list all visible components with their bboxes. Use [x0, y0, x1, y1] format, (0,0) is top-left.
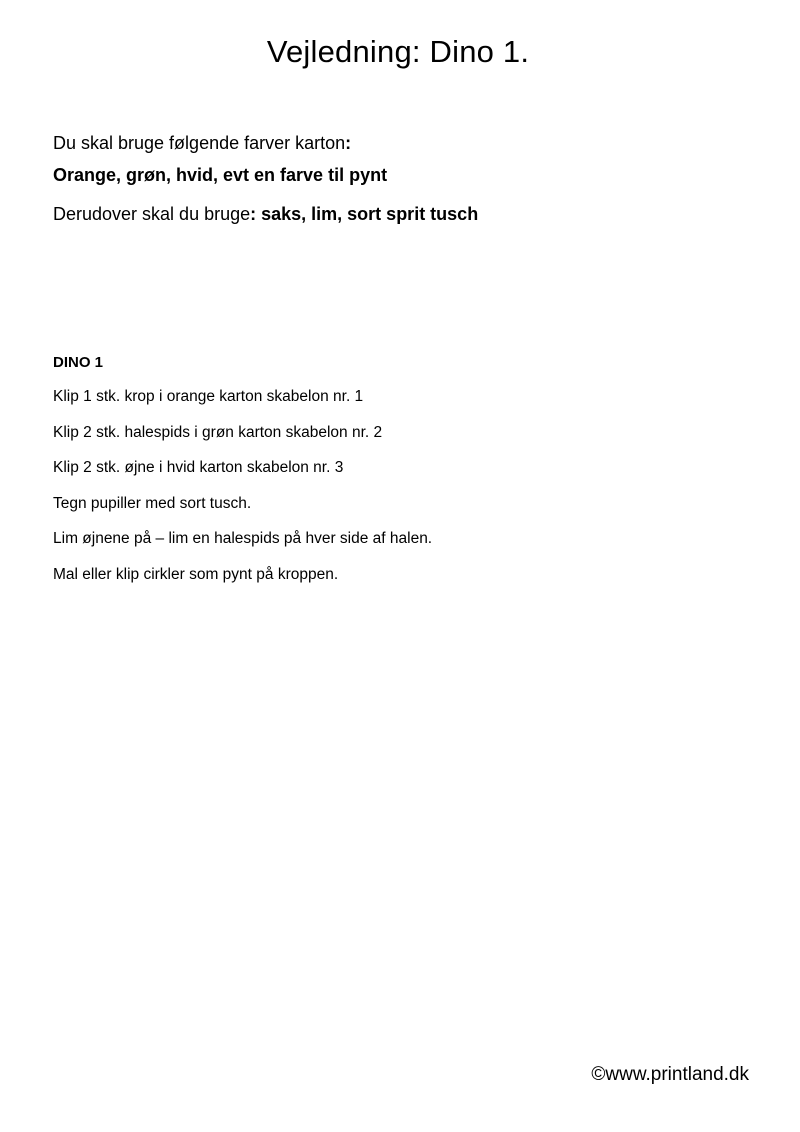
instruction-step: Klip 1 stk. krop i orange karton skabelon nr. 1	[53, 388, 364, 405]
instruction-step: Mal eller klip cirkler som pynt på kroppen.	[53, 565, 339, 583]
instruction-step: Tegn pupiller med sort tusch.	[53, 494, 252, 512]
materials-colors-intro	[53, 131, 351, 155]
instruction-step: Klip 2 stk. øjne i hvid karton skabelon nr. 3	[53, 459, 344, 477]
section-heading: DINO 1	[53, 354, 104, 371]
instruction-step: Lim øjnene på – lim en halespids på hver side af halen.	[53, 530, 433, 548]
materials-colors-intro-colon: :	[345, 133, 352, 153]
materials-tools	[53, 202, 478, 226]
instruction-step: Klip 2 stk. halespids i grøn karton skabelon nr. 2	[53, 423, 383, 441]
document-title: Vejledning: Dino 1.	[266, 34, 530, 69]
materials-colors-intro-text: Du skal bruge følgende farver karton	[53, 133, 346, 153]
materials-colors-list: Orange, grøn, hvid, evt en farve til pynt	[53, 165, 388, 185]
instruction-steps	[53, 387, 432, 601]
materials-tools-list: : saks, lim, sort sprit tusch	[250, 204, 479, 224]
copyright-footer: ©www.printland.dk	[591, 1064, 749, 1085]
materials-tools-intro: Derudover skal du bruge	[53, 204, 251, 224]
